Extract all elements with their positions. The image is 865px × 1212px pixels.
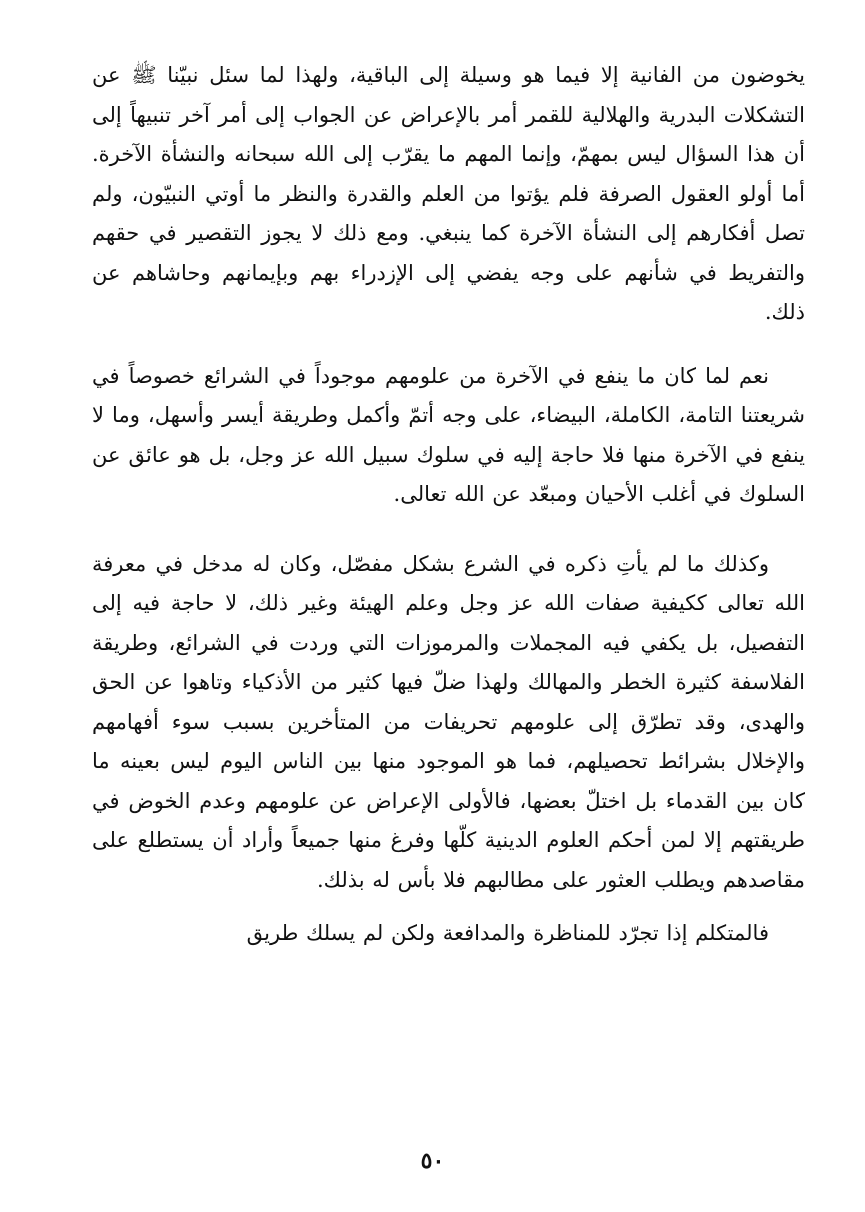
paragraph-3: وكذلك ما لم يأتِ ذكره في الشرع بشكل مفصّل، وكان له مدخل في معرفة الله تعالى ككيفية صفات الله عز وجل وعلم الهيئة وغير ذلك، لا حاجة فيه إلى التفصيل، بل يكفي فيه المجملات والمرموزات التي وردت في الشرائع، وطريقة الفلاسفة كثيرة الخطر والمهالك ولهذا ضلّ فيها كثير من الأذكياء وتاهوا عن الحق والهدى، وقد تطرّق إلى علومهم تحريفات من المتأخرين بسبب سوء أفهامهم والإخلال بشرائط تحصيلهم، فما هو الموجود منها بين الناس اليوم ليس بعينه ما كان بين القدماء بل اختلّ بعضها، فالأولى الإعراض عن علومهم وعدم الخوض في طريقتهم إلا لمن أحكم العلوم الدينية كلّها وفرغ منها جميعاً وأراد أن يستطلع على مقاصدهم ويطلب العثور على مطالبهم فلا بأس له بذلك.: [92, 551, 805, 892]
page-number: ٥٠: [420, 1148, 445, 1174]
page-body: [92, 56, 805, 954]
paragraph-2: نعم لما كان ما ينفع في الآخرة من علومهم موجوداً في الشرائع خصوصاً في شريعتنا التامة، الكاملة، البيضاء، على وجه أتمّ وأكمل وطريقة أيسر وأسهل، وما لا ينفع في الآخرة منها فلا حاجة إليه في سلوك سبيل الله عز وجل، بل هو عائق عن السلوك في أغلب الأحيان ومبعّد عن الله تعالى.: [92, 363, 805, 506]
paragraph-1: يخوضون من الفانية إلا فيما هو وسيلة إلى الباقية، ولهذا لما سئل نبيّنا ﷺ عن التشكلات البدرية والهلالية للقمر أمر بالإعراض عن الجواب إلى أمر آخر تنبيهاً إلى أن هذا السؤال ليس بمهمّ، وإنما المهم ما يقرّب إلى الله سبحانه والنشأة الآخرة. أما أولو العقول الصرفة فلم يؤتوا من العلم والقدرة والنظر ما أوتي النبيّون، ولم تصل أفكارهم إلى النشأة الآخرة كما ينبغي. ومع ذلك لا يجوز التقصير في حقهم والتفريط في شأنهم على وجه يفضي إلى الإزدراء بهم وبإيمانهم وحاشاهم عن ذلك.: [92, 63, 805, 324]
paragraph-4: فالمتكلم إذا تجرّد للمناظرة والمدافعة ولكن لم يسلك طريق: [246, 921, 769, 945]
